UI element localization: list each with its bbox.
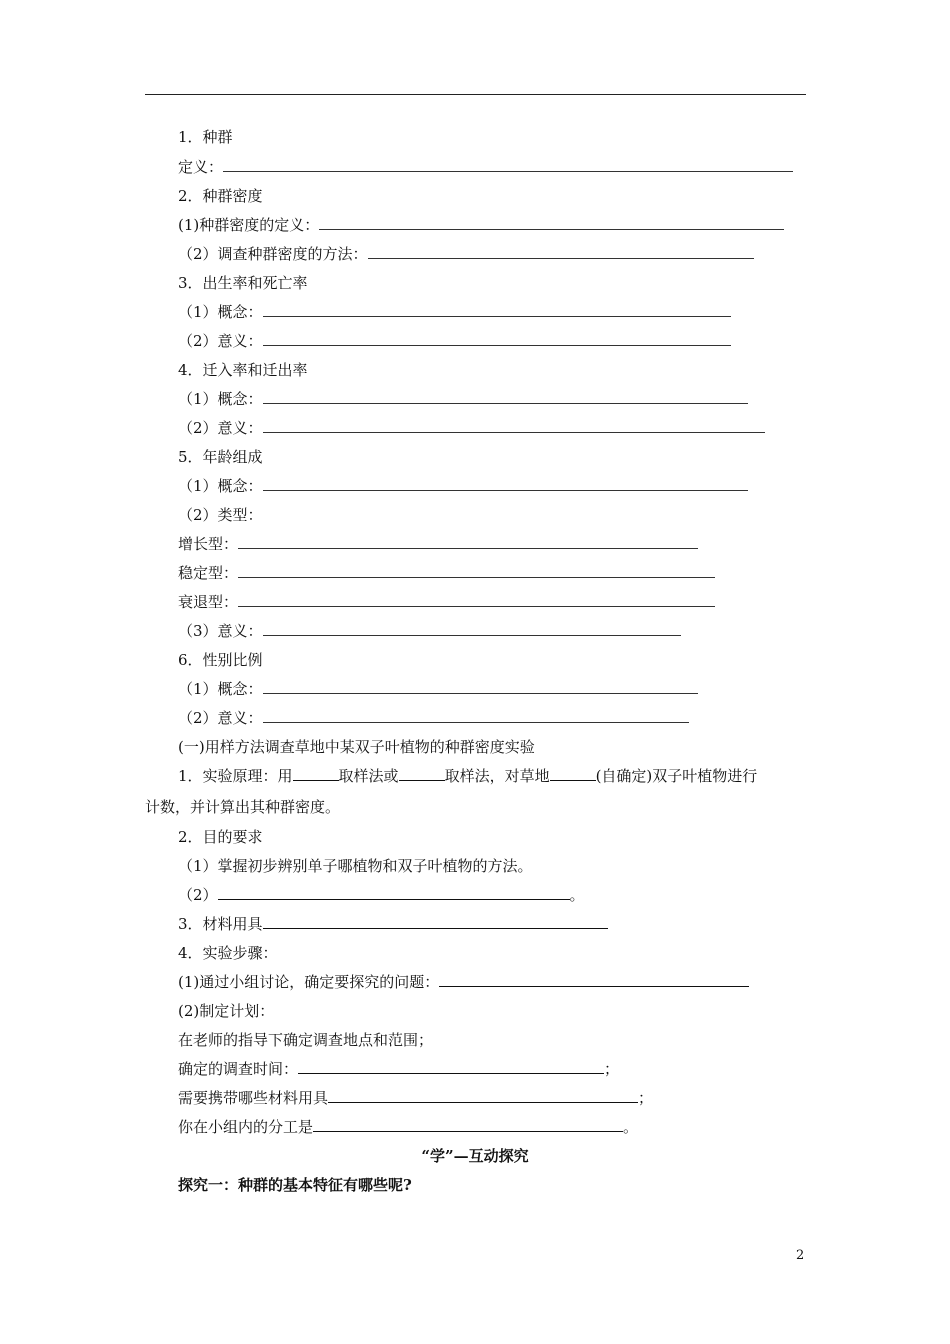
- explore-question-1: 探究一：种群的基本特征有哪些呢?: [178, 1176, 412, 1194]
- blank-line[interactable]: [238, 563, 715, 578]
- density-method: （2）调查种群密度的方法：: [178, 244, 754, 264]
- blank-line[interactable]: [263, 679, 698, 694]
- blank-line[interactable]: [328, 1088, 638, 1103]
- blank-line[interactable]: [238, 534, 698, 549]
- blank-line[interactable]: [223, 157, 793, 172]
- plan-4: 你在小组内的分工是 。: [178, 1118, 639, 1136]
- age-decline: 衰退型：: [178, 592, 715, 612]
- population-definition: 定义：: [178, 157, 793, 177]
- blank-line[interactable]: [550, 766, 596, 781]
- plan-2: 确定的调查时间： ；: [178, 1060, 620, 1078]
- sex-meaning: （2）意义：: [178, 708, 689, 728]
- heading-sex-ratio: 6．性别比例: [178, 651, 263, 669]
- blank-line[interactable]: [368, 244, 754, 259]
- plan-1: 在老师的指导下确定调查地点和范围；: [178, 1031, 434, 1049]
- birth-meaning: （2）意义：: [178, 331, 731, 351]
- heading-density: 2．种群密度: [178, 187, 263, 205]
- blank-line[interactable]: [319, 215, 784, 230]
- blank-line[interactable]: [263, 708, 689, 723]
- plan-3: 需要携带哪些材料用具 ；: [178, 1089, 654, 1107]
- heading-goal: 2．目的要求: [178, 828, 263, 846]
- blank-line[interactable]: [313, 1117, 623, 1132]
- blank-line[interactable]: [298, 1059, 604, 1074]
- heading-birth-death: 3．出生率和死亡率: [178, 274, 308, 292]
- step-1: (1)通过小组讨论，确定要探究的问题：: [178, 972, 749, 992]
- age-concept: （1）概念：: [178, 476, 748, 496]
- step-2: (2)制定计划：: [178, 1002, 275, 1020]
- blank-line[interactable]: [293, 766, 339, 781]
- blank-line[interactable]: [263, 914, 608, 929]
- sex-concept: （1）概念：: [178, 679, 698, 699]
- migration-concept: （1）概念：: [178, 389, 748, 409]
- heading-materials: 3．材料用具: [178, 914, 608, 934]
- heading-migration: 4．迁入率和迁出率: [178, 361, 308, 379]
- age-meaning: （3）意义：: [178, 621, 681, 641]
- blank-line[interactable]: [263, 476, 748, 491]
- goal-item-2: （2） 。: [178, 886, 585, 904]
- header-rule: [145, 94, 806, 95]
- blank-line[interactable]: [263, 621, 681, 636]
- learn-heading: “学”—互动探究: [421, 1147, 529, 1165]
- blank-line[interactable]: [399, 766, 445, 781]
- migration-meaning: （2）意义：: [178, 418, 765, 438]
- heading-population: 1．种群: [178, 128, 233, 146]
- blank-line[interactable]: [218, 885, 570, 900]
- experiment-principle: 1．实验原理：用 取样法或 取样法，对草地 (自确定)双子叶植物进行: [178, 767, 758, 785]
- age-types: （2）类型：: [178, 506, 263, 524]
- birth-concept: （1）概念：: [178, 302, 731, 322]
- goal-item-1: （1）掌握初步辨别单子哪植物和双子叶植物的方法。: [178, 857, 533, 875]
- blank-line[interactable]: [238, 592, 715, 607]
- density-definition: (1)种群密度的定义：: [178, 215, 784, 235]
- blank-line[interactable]: [263, 331, 731, 346]
- heading-steps: 4．实验步骤：: [178, 944, 278, 962]
- blank-line[interactable]: [439, 972, 749, 987]
- heading-age: 5．年龄组成: [178, 448, 263, 466]
- experiment-title: (一)用样方法调查草地中某双子叶植物的种群密度实验: [178, 738, 535, 756]
- age-stable: 稳定型：: [178, 563, 715, 583]
- page-number: 2: [796, 1248, 805, 1263]
- blank-line[interactable]: [263, 418, 765, 433]
- blank-line[interactable]: [263, 389, 748, 404]
- blank-line[interactable]: [263, 302, 731, 317]
- experiment-principle-cont: 计数，并计算出其种群密度。: [145, 798, 341, 816]
- age-growth: 增长型：: [178, 534, 698, 554]
